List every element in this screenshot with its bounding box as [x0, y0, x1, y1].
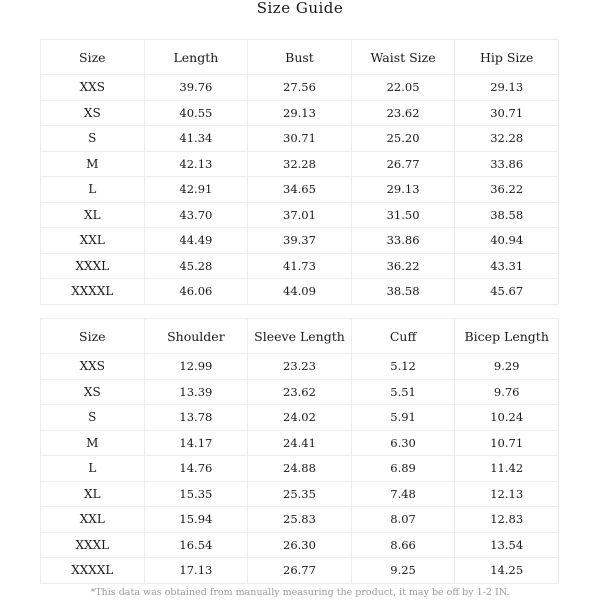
size-label-cell: L [41, 456, 145, 482]
measurement-cell: 13.78 [144, 405, 248, 431]
measurement-cell: 36.22 [455, 177, 559, 203]
table-row [41, 279, 559, 305]
table-row [41, 100, 559, 126]
measurement-cell: 31.50 [351, 202, 455, 228]
table-row [41, 354, 559, 380]
size-table-arm-measurements [40, 318, 559, 584]
measurement-cell: 25.20 [351, 126, 455, 152]
size-label-cell: M [41, 430, 145, 456]
table-body [41, 75, 559, 305]
table-row [41, 481, 559, 507]
measurement-cell: 45.28 [144, 253, 248, 279]
measurement-cell: 30.71 [248, 126, 352, 152]
measurement-cell: 33.86 [351, 228, 455, 254]
measurement-cell: 13.39 [144, 379, 248, 405]
measurement-cell: 40.94 [455, 228, 559, 254]
measurement-cell: 46.06 [144, 279, 248, 305]
size-label-cell: XXXXL [41, 558, 145, 584]
measurement-cell: 44.49 [144, 228, 248, 254]
size-table-body-measurements [40, 39, 559, 305]
measurement-cell: 38.58 [455, 202, 559, 228]
measurement-cell: 26.30 [248, 532, 352, 558]
column-header: Length [144, 40, 248, 75]
table-header-row [41, 40, 559, 75]
measurement-cell: 7.48 [351, 481, 455, 507]
measurement-cell: 8.66 [351, 532, 455, 558]
measurement-cell: 32.28 [248, 151, 352, 177]
measurement-cell: 12.13 [455, 481, 559, 507]
measurement-cell: 17.13 [144, 558, 248, 584]
measurement-cell: 6.30 [351, 430, 455, 456]
measurement-cell: 29.13 [455, 75, 559, 101]
size-label-cell: XS [41, 379, 145, 405]
column-header: Waist Size [351, 40, 455, 75]
measurement-cell: 9.76 [455, 379, 559, 405]
measurement-cell: 23.62 [248, 379, 352, 405]
measurement-cell: 29.13 [351, 177, 455, 203]
measurement-cell: 14.76 [144, 456, 248, 482]
table-row [41, 558, 559, 584]
measurement-cell: 43.70 [144, 202, 248, 228]
measurement-cell: 23.23 [248, 354, 352, 380]
column-header: Hip Size [455, 40, 559, 75]
size-label-cell: XXXL [41, 532, 145, 558]
measurement-cell: 5.12 [351, 354, 455, 380]
table-row [41, 507, 559, 533]
measurement-cell: 33.86 [455, 151, 559, 177]
measurement-cell: 23.62 [351, 100, 455, 126]
table-row [41, 126, 559, 152]
column-header: Size [41, 319, 145, 354]
measurement-cell: 14.17 [144, 430, 248, 456]
table-row [41, 253, 559, 279]
size-label-cell: XL [41, 481, 145, 507]
measurement-cell: 45.67 [455, 279, 559, 305]
column-header: Bust [248, 40, 352, 75]
measurement-cell: 25.35 [248, 481, 352, 507]
measurement-cell: 24.41 [248, 430, 352, 456]
measurement-cell: 16.54 [144, 532, 248, 558]
measurement-cell: 22.05 [351, 75, 455, 101]
table-row [41, 405, 559, 431]
measurement-cell: 5.91 [351, 405, 455, 431]
measurement-cell: 36.22 [351, 253, 455, 279]
column-header: Shoulder [144, 319, 248, 354]
size-label-cell: XXXXL [41, 279, 145, 305]
table-row [41, 532, 559, 558]
size-label-cell: XS [41, 100, 145, 126]
page-title: Size Guide [256, 0, 344, 17]
measurement-cell: 26.77 [248, 558, 352, 584]
measurement-cell: 42.13 [144, 151, 248, 177]
measurement-cell: 34.65 [248, 177, 352, 203]
table-header-row [41, 319, 559, 354]
measurement-cell: 9.29 [455, 354, 559, 380]
footnote: *This data was obtained from manually measuring the product, it may be off by 1-2 IN. [90, 587, 510, 598]
size-label-cell: XXL [41, 228, 145, 254]
measurement-cell: 25.83 [248, 507, 352, 533]
measurement-cell: 44.09 [248, 279, 352, 305]
size-label-cell: XXS [41, 354, 145, 380]
measurement-cell: 39.37 [248, 228, 352, 254]
measurement-cell: 29.13 [248, 100, 352, 126]
measurement-cell: 8.07 [351, 507, 455, 533]
measurement-cell: 43.31 [455, 253, 559, 279]
measurement-cell: 13.54 [455, 532, 559, 558]
table-row [41, 456, 559, 482]
size-label-cell: L [41, 177, 145, 203]
size-label-cell: XXL [41, 507, 145, 533]
column-header: Cuff [351, 319, 455, 354]
column-header: Size [41, 40, 145, 75]
measurement-cell: 5.51 [351, 379, 455, 405]
measurement-cell: 30.71 [455, 100, 559, 126]
measurement-cell: 26.77 [351, 151, 455, 177]
measurement-cell: 42.91 [144, 177, 248, 203]
measurement-cell: 15.94 [144, 507, 248, 533]
column-header: Sleeve Length [248, 319, 352, 354]
size-label-cell: XXS [41, 75, 145, 101]
table-body [41, 354, 559, 584]
measurement-cell: 9.25 [351, 558, 455, 584]
measurement-cell: 37.01 [248, 202, 352, 228]
measurement-cell: 12.83 [455, 507, 559, 533]
measurement-cell: 40.55 [144, 100, 248, 126]
table-row [41, 151, 559, 177]
table-row [41, 177, 559, 203]
measurement-cell: 41.73 [248, 253, 352, 279]
measurement-cell: 15.35 [144, 481, 248, 507]
measurement-cell: 24.02 [248, 405, 352, 431]
table-row [41, 75, 559, 101]
table-row [41, 430, 559, 456]
measurement-cell: 6.89 [351, 456, 455, 482]
table-row [41, 228, 559, 254]
measurement-cell: 11.42 [455, 456, 559, 482]
column-header: Bicep Length [455, 319, 559, 354]
size-label-cell: M [41, 151, 145, 177]
size-label-cell: XXXL [41, 253, 145, 279]
size-label-cell: S [41, 405, 145, 431]
measurement-cell: 14.25 [455, 558, 559, 584]
measurement-cell: 24.88 [248, 456, 352, 482]
table-row [41, 379, 559, 405]
measurement-cell: 32.28 [455, 126, 559, 152]
measurement-cell: 27.56 [248, 75, 352, 101]
measurement-cell: 41.34 [144, 126, 248, 152]
size-label-cell: XL [41, 202, 145, 228]
measurement-cell: 39.76 [144, 75, 248, 101]
measurement-cell: 10.24 [455, 405, 559, 431]
measurement-cell: 38.58 [351, 279, 455, 305]
measurement-cell: 10.71 [455, 430, 559, 456]
table-row [41, 202, 559, 228]
size-label-cell: S [41, 126, 145, 152]
measurement-cell: 12.99 [144, 354, 248, 380]
